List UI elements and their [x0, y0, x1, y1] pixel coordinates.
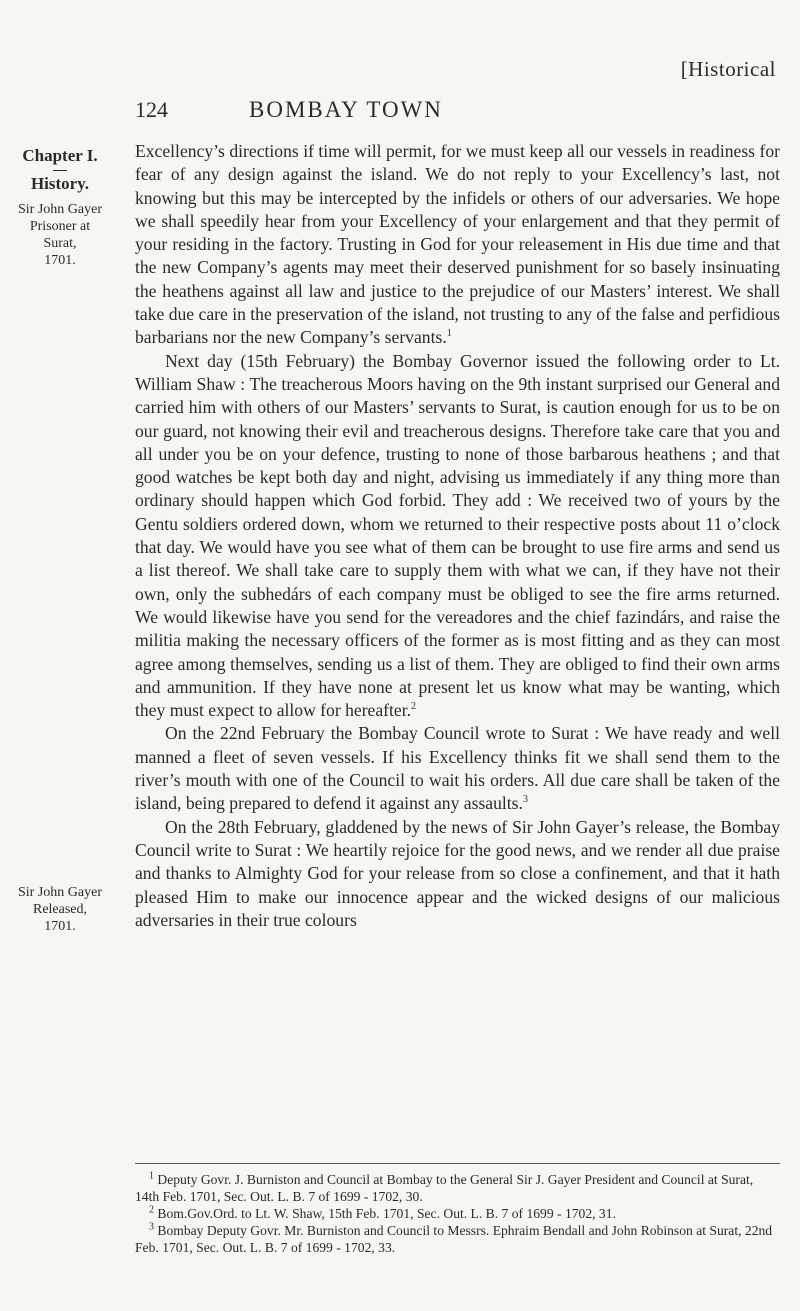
footnotes — [135, 1171, 780, 1256]
page-number: 124 — [135, 97, 168, 122]
footnote-mark: 1 — [149, 1170, 154, 1182]
footnote — [135, 1222, 780, 1256]
running-title: BOMBAY TOWN — [249, 97, 443, 122]
margin-note-line: Prisoner at — [29, 219, 91, 234]
margin-note-line: Released, — [32, 902, 88, 917]
chapter-label: Chapter I. — [22, 146, 98, 165]
footnote-text: Bombay Deputy Govr. Mr. Burniston and Council to Messrs. Ephraim Bendall and John Robinson at Surat, 22nd Feb. 1701, Sec. Out. L. B. 7 of 1699 - 1702, 33. — [135, 1223, 773, 1255]
footnote-ref: 3 — [522, 794, 528, 806]
paragraph — [135, 350, 780, 723]
footnote-ref: 2 — [411, 701, 417, 713]
margin-note-line: 1701. — [44, 919, 76, 934]
margin-note-chapter — [0, 145, 120, 269]
paragraph-text: On the 28th February, gladdened by the news of Sir John Gayer’s release, the Bombay Council write to Surat : We heartily rejoice for the good news, and we render all due praise and thanks to Almighty God for your release from so close a confinement, and that it hath pleased Him to make our innocence appear and the wicked designs of our malicious adversaries in their true colours — [135, 816, 780, 930]
paragraph — [135, 816, 780, 932]
margin-note-release — [0, 884, 120, 935]
footnote-ref: 1 — [446, 328, 452, 340]
history-label: History. — [30, 174, 90, 193]
margin-note-line: Surat, — [43, 236, 77, 251]
paragraph-text: Next day (15th February) the Bombay Governor issued the following order to Lt. William Shaw : The treacherous Moors having on the 9th instant surprised our General and carried him with others of our Masters’ servants to Surat, is caution enough for us to be on our guard, not knowing their evil and treacherous designs. Therefore take care that you and all under you be on your defence, trusting to none of those barbarous heathens ; and that good watches be kept both day and night, advising us immediately if any thing more than ordinary should happen which God forbid. They add : We received two of yours by the Gentu soldiers ordered down, whom we returned to their respective posts about 11 o’clock that day. We would have you see what of them can be brought to use fire arms and send us a list thereof. We shall take care to supply them with what we can, if they have not their own, only the subhedárs of each company must be obliged to see the fire arms returned. We would likewise have you send for the vereadores and the chief fazindárs, and raise the militia making the necessary officers of the former as is most fitting and as they can most agree among themselves, sending us a list of them. They are obliged to find their own arms and ammunition. If they have none at present let us know what may be wanting, which they must expect to allow for hereafter. — [135, 350, 780, 721]
footnote — [135, 1205, 780, 1222]
margin-note-line: Sir John Gayer — [18, 885, 102, 900]
footnote-text: Bom.Gov.Ord. to Lt. W. Shaw, 15th Feb. 1701, Sec. Out. L. B. 7 of 1699 - 1702, 31. — [157, 1206, 616, 1221]
footnote-text: Deputy Govr. J. Burniston and Council at Bombay to the General Sir J. Gayer President and Council at Surat, 14th Feb. 1701, Sec. Out. L. B. 7 of 1699 - 1702, 30. — [135, 1172, 754, 1204]
margin-note-line: Sir John Gayer — [18, 202, 102, 217]
body-text — [135, 140, 780, 932]
footnote-divider — [135, 1163, 780, 1164]
margin-note-line: 1701. — [44, 253, 76, 268]
section-label: [Historical — [680, 57, 776, 81]
footnote-mark: 2 — [149, 1204, 154, 1216]
paragraph-text: On the 22nd February the Bombay Council wrote to Surat : We have ready and well manned a fleet of seven vessels. If his Excellency thinks fit we shall send them to the river’s mouth with one of the Council to wait his orders. All due care shall be taken of the island, being prepared to defend it against any assaults. — [135, 723, 780, 814]
footnote — [135, 1171, 780, 1205]
footnote-mark: 3 — [149, 1221, 154, 1233]
paragraph — [135, 140, 780, 350]
paragraph — [135, 722, 780, 815]
paragraph-text: Excellency’s directions if time will permit, for we must keep all our vessels in readiness for fear of any design against the island. We do not reply to your Excellency’s last, not knowing but this may be intercepted by the infidels or others of our adversaries. We hope we shall speedily hear from your Excellency of your enlargement and that they permit of your residing in the factory. Trusting in God for your releasement in His due time and that the new Company’s agents may meet their deserved punishment for so basely insinuating the heathens against all law and justice to the prejudice of our Masters’ interest. We shall take due care in the preservation of the island, not trusting to any of the false and perfidious barbarians nor the new Company’s servants. — [135, 141, 780, 348]
